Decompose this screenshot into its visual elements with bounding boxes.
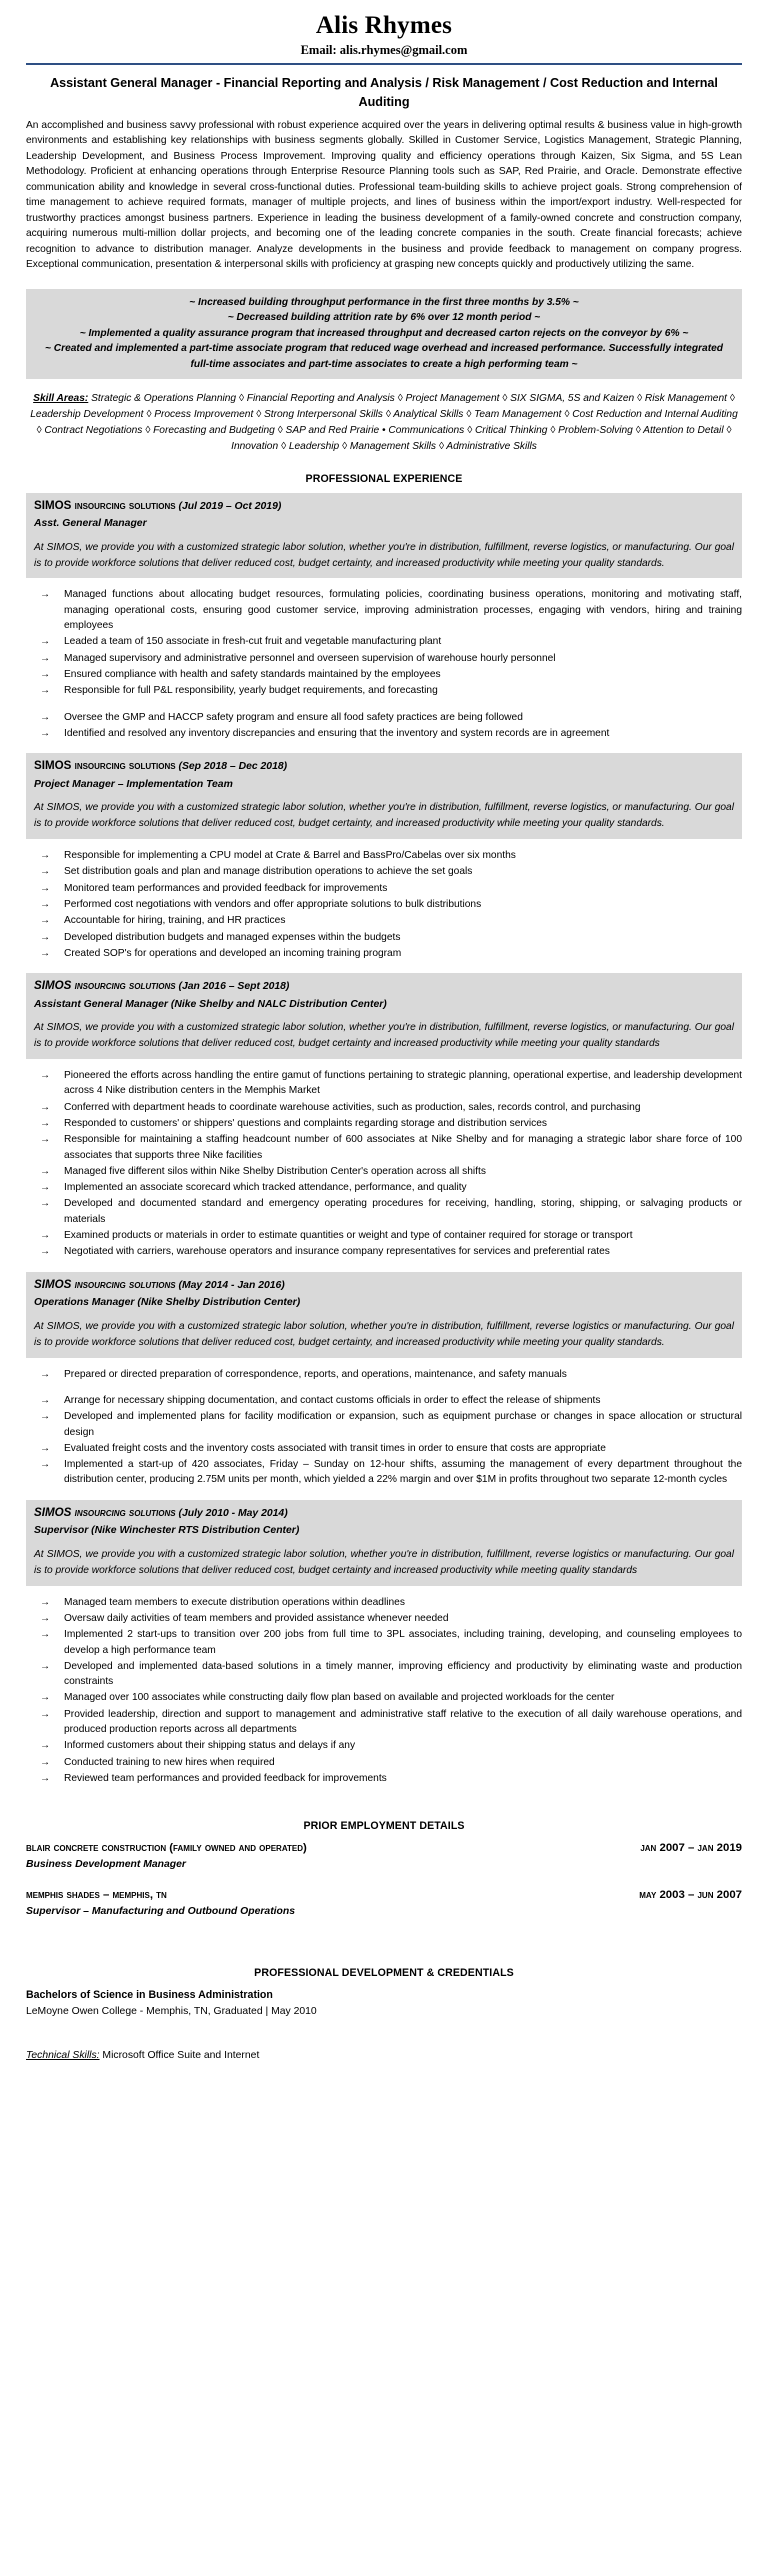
- arrow-bullet-icon: →: [40, 1692, 51, 1704]
- arrow-bullet-icon: →: [40, 1070, 51, 1082]
- employer-description: At SIMOS, we provide you with a customized strategic labor solution, whether you're in distribution, fulfillment, reverse logistics or manufacturing. Our goal is to provide workforce solutions that deliver reduced cost, budget certainty and increased productivity while meeting quality standards: [34, 1549, 734, 1576]
- responsibility-text: Responded to customers' or shippers' questions and complaints regarding storage and distribution services: [64, 1118, 547, 1129]
- responsibility-item: [40, 1659, 742, 1690]
- responsibility-text: Implemented an associate scorecard which tracked attendance, performance, and quality: [64, 1182, 467, 1194]
- arrow-bullet-icon: →: [40, 1182, 51, 1194]
- responsibility-text: Managed supervisory and administrative personnel and overseen supervision of warehouse hourly personnel: [64, 652, 556, 664]
- arrow-bullet-icon: →: [40, 1246, 51, 1258]
- prior-job-role-title: Supervisor – Manufacturing and Outbound Operations: [26, 1905, 296, 1917]
- employer-name: insourcing solutions: [71, 1277, 176, 1291]
- section-heading-prior-employment: PRIOR EMPLOYMENT DETAILS: [303, 1820, 465, 1833]
- employer-name-lead: SIMOS: [34, 498, 72, 512]
- arrow-bullet-icon: →: [40, 1134, 51, 1146]
- arrow-bullet-icon: →: [40, 866, 51, 878]
- responsibility-item: [40, 651, 742, 666]
- prior-employment-dates: jan 2007 – jan 2019: [640, 1842, 742, 1855]
- arrow-bullet-icon: →: [40, 1118, 51, 1129]
- employment-dates: (May 2014 - Jan 2016): [175, 1279, 285, 1291]
- key-achievements-box: [26, 289, 742, 380]
- employer-name: insourcing solutions: [71, 1505, 176, 1519]
- responsibility-item: [40, 1690, 742, 1705]
- employment-dates: (Jan 2016 – Sept 2018): [175, 981, 290, 993]
- responsibility-text: Reviewed team performances and provided feedback for improvements: [64, 1772, 387, 1784]
- employer-name-lead: SIMOS: [34, 979, 72, 993]
- responsibility-text: Conferred with department heads to coordinate warehouse activities, such as production, sales, records control, and purchasing: [64, 1101, 641, 1113]
- responsibility-text: Monitored team performances and provided feedback for improvements: [64, 882, 388, 894]
- responsibility-item: [40, 1132, 742, 1163]
- employment-dates: (Sep 2018 – Dec 2018): [175, 761, 288, 773]
- arrow-bullet-icon: →: [40, 1708, 51, 1720]
- responsibility-item: [40, 864, 742, 879]
- employer-description: At SIMOS, we provide you with a customized strategic labor solution, whether you're in distribution, fulfillment, reverse logistics, or manufacturing. Our goal is to provide workforce solutions that deliver reduced cost, budget certainty and increased productivity while meeting your quality standards: [34, 1022, 734, 1050]
- key-achievement-line: ~ Implemented a quality assurance program that increased throughput and decreased carton rejects on the conveyor by 6% ~: [79, 327, 689, 339]
- responsibility-text: Provided leadership, direction and support to management and administrative staff relative to the execution of all daily warehouse operations, and produced production reports across all departments: [64, 1708, 742, 1736]
- responsibility-item: [40, 1068, 742, 1099]
- job-role-title: Assistant General Manager (Nike Shelby and NALC Distribution Center): [34, 998, 387, 1010]
- responsibility-item: [40, 726, 742, 741]
- prior-employment-dates: may 2003 – jun 2007: [639, 1889, 742, 1902]
- experience-entry: [26, 493, 742, 742]
- arrow-bullet-icon: →: [40, 1629, 51, 1641]
- education-degree: Bachelors of Science in Business Administration: [26, 1988, 273, 2001]
- employer-description: At SIMOS, we provide you with a customized strategic labor solution, whether you're in distribution, fulfillment, reverse logistics or manufacturing. Our goal is to provide workforce solutions that deliver reduced cost, budget certainty, and increased productivity while meeting your quality standards.: [34, 1321, 734, 1348]
- responsibility-text: Responsible for implementing a CPU model at Crate & Barrel and BassPro/Cabelas over six months: [64, 850, 516, 862]
- responsibility-item: [40, 1244, 742, 1259]
- arrow-bullet-icon: →: [40, 1394, 51, 1406]
- responsibility-text: Developed and documented standard and emergency operating procedures for receiving, handling, storing, shipping, or salvaging products or materials: [64, 1198, 742, 1225]
- responsibility-item: [40, 1738, 742, 1753]
- responsibility-text: Managed over 100 associates while constructing daily flow plan based on available and projected workloads for the center: [64, 1692, 615, 1704]
- section-heading-education: PROFESSIONAL DEVELOPMENT & CREDENTIALS: [254, 1966, 514, 1979]
- responsibility-item: [40, 683, 742, 698]
- page-title: Assistant General Manager - Financial Reporting and Analysis / Risk Management / Cost Reduction and Internal Auditing: [50, 76, 718, 109]
- responsibility-text: Informed customers about their shipping status and delays if any: [64, 1740, 356, 1752]
- prior-employer-name: blair concrete construction (family owned and operated): [26, 1842, 307, 1855]
- experience-entry-header: [26, 973, 742, 1059]
- responsibility-text: Examined products or materials in order to estimate quantities or weight and type of container required for storage or transport: [64, 1230, 633, 1242]
- responsibility-item: [40, 710, 742, 725]
- responsibility-item: [40, 1196, 742, 1227]
- responsibility-item: [40, 667, 742, 682]
- arrow-bullet-icon: →: [40, 1101, 51, 1113]
- arrow-bullet-icon: →: [40, 1198, 51, 1210]
- arrow-bullet-icon: →: [40, 1165, 51, 1177]
- responsibility-text: Oversaw daily activities of team members and provided assistance whenever needed: [64, 1612, 449, 1624]
- experience-entry-header: [26, 1500, 742, 1586]
- employer-description: At SIMOS, we provide you with a customized strategic labor solution, whether you're in distribution, fulfillment, reverse logistics, or manufacturing. Our goal is to provide workforce solutions that deliver reduced cost, budget certainty, and increased productivity while meeting your quality standards.: [34, 802, 734, 830]
- responsibility-list: [26, 848, 742, 961]
- responsibility-list: [26, 587, 742, 741]
- responsibility-text: Arrange for necessary shipping documentation, and contact customs officials in order to effect the release of shipments: [64, 1394, 601, 1406]
- arrow-bullet-icon: →: [40, 652, 51, 664]
- arrow-bullet-icon: →: [40, 1411, 51, 1423]
- experience-entry: [26, 973, 742, 1260]
- employer-name: insourcing solutions: [71, 498, 176, 512]
- arrow-bullet-icon: →: [40, 589, 51, 601]
- arrow-bullet-icon: →: [40, 947, 51, 959]
- arrow-bullet-icon: →: [40, 1230, 51, 1242]
- responsibility-text: Developed distribution budgets and managed expenses within the budgets: [64, 931, 401, 943]
- employer-name-lead: SIMOS: [34, 1505, 72, 1519]
- professional-summary: An accomplished and business savvy professional with robust experience acquired over the years in delivering optimal results & business value in high-growth environments and establishing key relationships with business segments globally. Skilled in Customer Service, Logistics Management, Strategic Planning, Leadership Development, and Business Process Improvement. Improving quality and efficiency operations through Kaizen, Six Sigma, and 5S Lean Methodology. Proficient at enhancing operations through Enterprise Resource Planning tools such as SAP, Red Prairie, and Oracle. Demonstrate effective communication ability and knowledge in several cross-functional duties. Professional team-building skills to achieve project goals. Strong comprehension of time management to achieve required formats, manager of multiple projects, and lines of business within the import/export industry. Well-respected for trustworthy practices amongst business partners. Experience in leading the business development of a family-owned concrete and construction company, acquiring numerous multi-million dollar projects, and becoming one of the leading concrete companies in the south. Create financial forecasts; achieve recognition to advance to distribution manager. Analyze developments in the business and provide feedback to management on company progress. Exceptional communication, presentation & interpersonal skills with proficiency at grasping new concepts quickly and productively utilizing the same.: [26, 119, 742, 271]
- arrow-bullet-icon: →: [40, 1660, 51, 1672]
- arrow-bullet-icon: →: [40, 898, 51, 910]
- employer-line: [34, 497, 734, 516]
- arrow-bullet-icon: →: [40, 668, 51, 680]
- responsibility-text: Identified and resolved any inventory discrepancies and ensuring that the inventory and system records are in agreement: [64, 727, 610, 739]
- experience-entry: [26, 1272, 742, 1488]
- job-role-title: Supervisor (Nike Winchester RTS Distribution Center): [34, 1525, 300, 1537]
- technical-skills-label: Technical Skills:: [26, 2050, 100, 2062]
- responsibility-text: Responsible for maintaining a staffing headcount number of 600 associates at Nike Shelby and for managing a strategic labor share force of 100 associates that supports three Nike facilities: [64, 1134, 742, 1161]
- education-school: LeMoyne Owen College - Memphis, TN, Graduated | May 2010: [26, 2005, 317, 2017]
- arrow-bullet-icon: →: [40, 931, 51, 943]
- key-achievements-lines: [44, 295, 724, 373]
- responsibility-item: [40, 1771, 742, 1786]
- responsibility-item: [40, 1409, 742, 1440]
- employer-description: At SIMOS, we provide you with a customized strategic labor solution, whether you're in distribution, fulfillment, reverse logistics, or manufacturing. Our goal is to provide workforce solutions that deliver reduced cost, budget certainty, and increased productivity while meeting your quality standards.: [34, 541, 734, 569]
- employer-name-lead: SIMOS: [34, 759, 72, 773]
- responsibility-text: Leaded a team of 150 associate in fresh-cut fruit and vegetable manufacturing plant: [64, 636, 442, 648]
- responsibility-text: Implemented 2 start-ups to transition over 200 jobs from full time to 3PL associates, including training, developing, and counseling employees to develop a high performance team: [64, 1629, 742, 1656]
- responsibility-text: Pioneered the efforts across handling the entire gamut of functions pertaining to strategic planning, operational expertise, and leadership development across 4 Nike distribution centers in the Memphis Market: [64, 1070, 742, 1097]
- arrow-bullet-icon: →: [40, 727, 51, 739]
- candidate-name: Alis Rhymes: [315, 12, 453, 39]
- responsibility-text: Developed and implemented data-based solutions in a timely manner, improving efficiency and productivity by eliminating waste and production constraints: [64, 1660, 742, 1688]
- responsibility-item: [40, 1457, 742, 1488]
- arrow-bullet-icon: →: [40, 850, 51, 862]
- responsibility-item: [40, 897, 742, 912]
- responsibility-text: Created SOP's for operations and developed an incoming training program: [64, 947, 402, 959]
- experience-list: [26, 493, 742, 1787]
- arrow-bullet-icon: →: [40, 1612, 51, 1624]
- responsibility-text: Implemented a start-up of 420 associates, Friday – Sunday on 12-hour shifts, assuming the management of every department throughout the distribution center, producing 2.75M units per month, which yielded a 22% margin and over $1M in profits throughout two separate 12-month cycles: [64, 1459, 742, 1486]
- responsibility-item: [40, 1393, 742, 1408]
- responsibility-item: [40, 1755, 742, 1770]
- responsibility-text: Managed functions about allocating budget resources, formulating policies, coordinating business operations, monitoring and motivating staff, managing operational costs, ensuring good customer service, improving administration processes, engaging with vendors, hiring and training employees: [64, 589, 742, 632]
- responsibility-item: [40, 881, 742, 896]
- responsibility-item: [40, 946, 742, 961]
- arrow-bullet-icon: →: [40, 1740, 51, 1752]
- experience-entry-header: [26, 753, 742, 839]
- responsibility-item: [40, 1180, 742, 1195]
- arrow-bullet-icon: →: [40, 1772, 51, 1784]
- responsibility-text: Performed cost negotiations with vendors and offer appropriate solutions to bulk distributions: [64, 898, 482, 910]
- key-achievement-line: ~ Decreased building attrition rate by 6% over 12 month period ~: [227, 312, 541, 324]
- job-role-title: Project Manager – Implementation Team: [34, 778, 233, 790]
- responsibility-text: Oversee the GMP and HACCP safety program and ensure all food safety practices are being followed: [64, 711, 523, 723]
- arrow-bullet-icon: →: [40, 882, 51, 894]
- arrow-bullet-icon: →: [40, 685, 51, 697]
- employer-line: [34, 977, 734, 996]
- skill-areas-label: Skill Areas:: [33, 393, 89, 405]
- key-achievement-line: ~ Created and implemented a part-time associate program that reduced wage overhead and increased performance. Successfully integrated full-time associates and part-time associates to create a high performing team ~: [45, 343, 723, 370]
- responsibility-list: [26, 1595, 742, 1787]
- technical-skills: [26, 2048, 742, 2065]
- employer-name: insourcing solutions: [71, 759, 176, 773]
- prior-employment-entry: [26, 1887, 742, 1920]
- candidate-email: Email: alis.rhymes@gmail.com: [300, 42, 468, 57]
- responsibility-text: Conducted training to new hires when required: [64, 1756, 275, 1768]
- experience-entry-header: [26, 1272, 742, 1358]
- prior-employer-line: [26, 1887, 742, 1904]
- responsibility-item: [40, 1100, 742, 1115]
- responsibility-text: Managed five different silos within Nike Shelby Distribution Center's operation across all shifts: [64, 1165, 486, 1177]
- employer-name-lead: SIMOS: [34, 1277, 72, 1291]
- education-entry: [26, 1987, 742, 2021]
- responsibility-text: Managed team members to execute distribution operations within deadlines: [64, 1596, 405, 1608]
- responsibility-item: [40, 1707, 742, 1738]
- responsibility-text: Negotiated with carriers, warehouse operators and insurance company representatives for services and preferential rates: [64, 1246, 610, 1258]
- responsibility-item: [40, 930, 742, 945]
- arrow-bullet-icon: →: [40, 1756, 51, 1768]
- responsibility-item: [40, 1116, 742, 1131]
- employment-dates: (July 2010 - May 2014): [175, 1507, 288, 1519]
- responsibility-item: [40, 848, 742, 863]
- responsibility-text: Set distribution goals and plan and manage distribution operations to achieve the set goals: [64, 866, 473, 878]
- responsibility-item: [40, 1627, 742, 1658]
- arrow-bullet-icon: →: [40, 636, 51, 648]
- arrow-bullet-icon: →: [40, 1459, 51, 1471]
- employer-name: insourcing solutions: [71, 979, 176, 993]
- arrow-bullet-icon: →: [40, 915, 51, 927]
- responsibility-list: [26, 1068, 742, 1260]
- responsibility-item: [40, 1441, 742, 1456]
- technical-skills-value: Microsoft Office Suite and Internet: [99, 2050, 260, 2062]
- experience-entry: [26, 1500, 742, 1787]
- responsibility-item: [40, 913, 742, 928]
- employment-dates: (Jul 2019 – Oct 2019): [175, 500, 282, 512]
- responsibility-item: [40, 1595, 742, 1610]
- prior-employment-list: [26, 1840, 742, 1920]
- arrow-bullet-icon: →: [40, 1368, 51, 1380]
- responsibility-item: [40, 634, 742, 649]
- job-role-title: Asst. General Manager: [34, 518, 147, 530]
- responsibility-text: Responsible for full P&L responsibility, yearly budget requirements, and forecasting: [64, 685, 438, 697]
- experience-entry: [26, 753, 742, 961]
- arrow-bullet-icon: →: [40, 711, 51, 723]
- employer-line: [34, 757, 734, 776]
- spacer: [26, 1798, 742, 1808]
- skill-areas-value: Strategic & Operations Planning ◊ Financial Reporting and Analysis ◊ Project Management ◊ SIX SIGMA, 5S and Kaizen ◊ Risk Management ◊ Leadership Development ◊ Process Improvement ◊ Strong Interpersonal Skills ◊ Analytical Skills ◊ Team Management ◊ Cost Reduction and Internal Auditing ◊ Contract Negotiations ◊ Forecasting and Budgeting ◊ SAP and Red Prairie • Communications ◊ Critical Thinking ◊ Problem-Solving ◊ Attention to Detail ◊ Innovation ◊ Leadership ◊ Management Skills ◊ Administrative Skills: [30, 393, 738, 452]
- prior-employer-name: memphis shades – memphis, tn: [26, 1889, 167, 1902]
- spacer: [26, 1935, 742, 1955]
- prior-employer-line: [26, 1840, 742, 1857]
- job-role-title: Operations Manager (Nike Shelby Distribution Center): [34, 1297, 301, 1309]
- experience-entry-header: [26, 493, 742, 579]
- responsibility-item: [40, 1611, 742, 1626]
- responsibility-text: Evaluated freight costs and the inventory costs associated with transit times in order to ensure that costs are appropriate: [64, 1442, 606, 1454]
- skill-areas: [30, 391, 738, 454]
- responsibility-item: [40, 1367, 742, 1382]
- responsibility-text: Developed and implemented plans for facility modification or expansion, such as equipment purchase or changes in space allocation or structural design: [64, 1411, 742, 1438]
- responsibility-text: Ensured compliance with health and safety standards maintained by the employees: [64, 668, 441, 680]
- prior-employment-entry: [26, 1840, 742, 1873]
- arrow-bullet-icon: →: [40, 1442, 51, 1454]
- responsibility-item: [40, 1228, 742, 1243]
- employer-line: [34, 1276, 734, 1295]
- prior-job-role-title: Business Development Manager: [26, 1858, 186, 1870]
- header-divider: [26, 63, 742, 66]
- responsibility-text: Accountable for hiring, training, and HR practices: [64, 915, 286, 927]
- arrow-bullet-icon: →: [40, 1596, 51, 1608]
- responsibility-item: [40, 587, 742, 633]
- employer-line: [34, 1504, 734, 1523]
- section-heading-experience: PROFESSIONAL EXPERIENCE: [305, 472, 463, 485]
- header: [26, 12, 742, 65]
- responsibility-item: [40, 1164, 742, 1179]
- responsibility-text: Prepared or directed preparation of correspondence, reports, and operations, maintenance, and safety manuals: [64, 1368, 567, 1380]
- key-achievement-line: ~ Increased building throughput performance in the first three months by 3.5% ~: [189, 296, 579, 308]
- responsibility-list: [26, 1367, 742, 1488]
